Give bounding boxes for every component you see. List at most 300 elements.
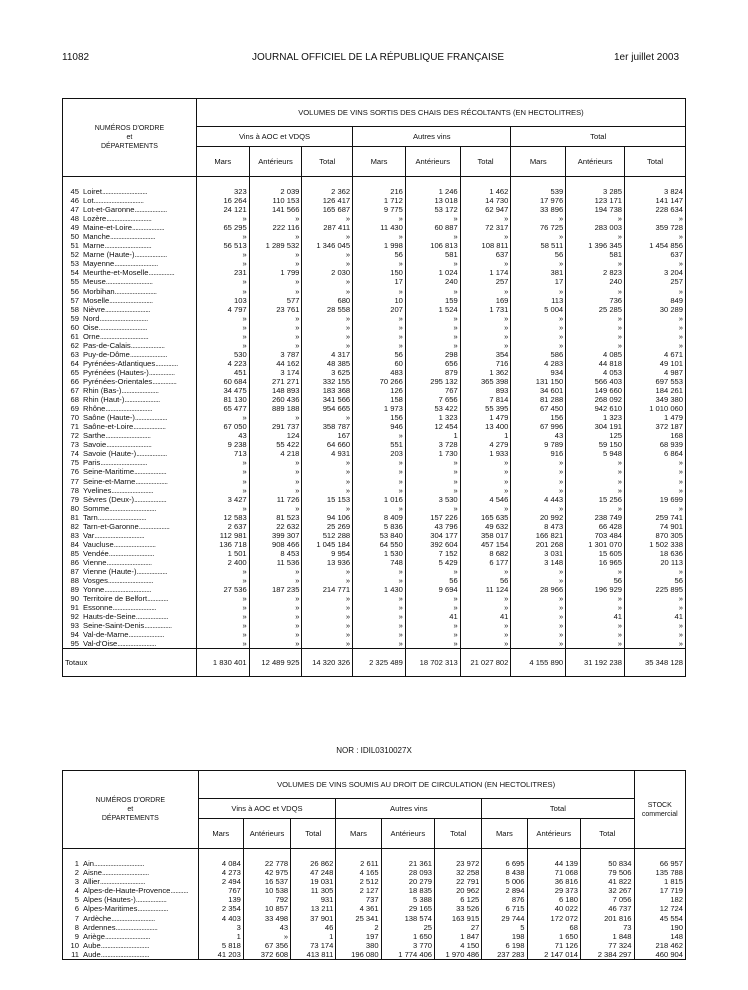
leader-dots: ............................. — [109, 503, 156, 513]
value-cell: » — [302, 259, 353, 268]
value-cell: 37 901 — [291, 914, 336, 923]
value-cell: 1 712 — [353, 196, 406, 205]
value-cell: 257 — [460, 277, 511, 286]
department-cell — [63, 630, 197, 639]
value-cell: 1 454 856 — [625, 241, 686, 250]
value-cell: 73 174 — [291, 941, 336, 950]
leader-dots: .............................. — [97, 512, 147, 522]
department-cell — [63, 513, 197, 522]
value-cell: » — [460, 259, 511, 268]
department-cell — [63, 868, 199, 877]
value-cell: 168 — [625, 431, 686, 440]
department-number: 51 — [70, 241, 79, 251]
value-cell: 22 632 — [249, 522, 302, 531]
value-cell: 372 608 — [243, 950, 290, 960]
leader-dots: .................... — [134, 250, 167, 260]
value-cell: » — [196, 603, 249, 612]
value-cell: » — [405, 486, 460, 495]
department-cell — [63, 277, 197, 286]
department-cell — [63, 877, 199, 886]
department-cell — [63, 422, 197, 431]
leader-dots: ................. — [144, 621, 172, 631]
value-cell: » — [302, 567, 353, 576]
value-cell: » — [405, 314, 460, 323]
value-cell: 298 — [405, 350, 460, 359]
department-cell — [63, 431, 197, 440]
table-row — [63, 449, 686, 458]
value-cell: 1 430 — [353, 585, 406, 594]
leader-dots: .......................... — [114, 286, 157, 296]
value-cell: 7 152 — [405, 549, 460, 558]
value-cell: » — [460, 504, 511, 513]
value-cell: » — [566, 594, 625, 603]
table-row — [63, 458, 686, 467]
totals-label: Totaux — [63, 649, 197, 677]
table-row — [63, 241, 686, 250]
value-cell: 149 660 — [566, 386, 625, 395]
value-cell: 2 384 297 — [580, 950, 634, 960]
table-row — [63, 585, 686, 594]
department-cell — [63, 540, 197, 549]
value-cell: 7 814 — [460, 395, 511, 404]
value-cell: 103 — [196, 296, 249, 305]
value-cell: 5 006 — [482, 877, 527, 886]
department-cell — [63, 849, 199, 869]
department-name: Loiret — [83, 187, 102, 196]
total-value: 2 325 489 — [353, 649, 406, 677]
value-cell: 1 174 — [460, 268, 511, 277]
value-cell: 2 362 — [302, 177, 353, 197]
value-cell: 5 — [482, 923, 527, 932]
value-cell: » — [249, 467, 302, 476]
leader-dots: ................... — [136, 449, 167, 459]
value-cell: » — [353, 323, 406, 332]
total-value: 1 830 401 — [196, 649, 249, 677]
value-cell: 23 972 — [435, 849, 482, 869]
value-cell: 14 730 — [460, 196, 511, 205]
value-cell: 81 523 — [249, 513, 302, 522]
value-cell: 9 775 — [353, 205, 406, 214]
department-cell — [63, 350, 197, 359]
leader-dots: .............................. — [100, 940, 150, 950]
table-row — [63, 477, 686, 486]
value-cell: » — [196, 314, 249, 323]
table-row — [63, 621, 686, 630]
leader-dots: .................... — [134, 205, 167, 215]
department-cell — [63, 395, 197, 404]
value-cell: 8 438 — [482, 868, 527, 877]
department-number: 52 — [70, 250, 79, 260]
department-number: 6 — [74, 904, 79, 914]
value-cell: 113 — [511, 296, 566, 305]
value-cell: 64 660 — [302, 440, 353, 449]
department-name: Yvelines — [83, 485, 112, 495]
value-cell: 2 127 — [336, 886, 381, 895]
department-number: 8 — [74, 922, 79, 932]
column-header: Total — [580, 819, 634, 849]
department-name: Yonne — [83, 585, 105, 595]
value-cell: 34 475 — [196, 386, 249, 395]
value-cell: » — [405, 467, 460, 476]
value-cell: » — [302, 603, 353, 612]
department-number: 87 — [70, 566, 79, 576]
value-cell: 260 436 — [249, 395, 302, 404]
leader-dots: ............................. — [102, 868, 149, 878]
value-cell: » — [249, 341, 302, 350]
value-cell: 231 — [196, 268, 249, 277]
value-cell: 3 770 — [381, 941, 434, 950]
table-row — [63, 332, 686, 341]
table-row — [63, 941, 686, 950]
table-row — [63, 549, 686, 558]
value-cell: 108 811 — [460, 241, 511, 250]
value-cell: 26 862 — [291, 849, 336, 869]
department-name: Tarn — [83, 512, 98, 522]
value-cell: 586 — [511, 350, 566, 359]
table-row — [63, 639, 686, 649]
leader-dots: ............................... — [93, 859, 144, 868]
department-name: Lot — [83, 196, 94, 206]
value-cell: 190 — [634, 923, 685, 932]
value-cell: 8 473 — [511, 522, 566, 531]
department-name: Saône (Haute-) — [83, 413, 135, 423]
department-number: 81 — [70, 512, 79, 522]
department-name: Somme — [83, 503, 110, 513]
row-header: NUMÉROS D'ORDRE et DÉPARTEMENTS — [63, 771, 199, 849]
value-cell: 25 — [381, 923, 434, 932]
department-name: Aube — [83, 940, 101, 950]
stock-header: STOCK commercial — [634, 771, 685, 849]
value-cell: 126 — [353, 386, 406, 395]
value-cell: 201 268 — [511, 540, 566, 549]
value-cell: » — [625, 621, 686, 630]
value-cell: 44 818 — [566, 359, 625, 368]
value-cell: 539 — [511, 177, 566, 197]
value-cell: 29 744 — [482, 914, 527, 923]
value-cell: 637 — [460, 250, 511, 259]
value-cell: 916 — [511, 449, 566, 458]
value-cell: » — [566, 341, 625, 350]
value-cell: » — [460, 467, 511, 476]
value-cell: 182 — [634, 895, 685, 904]
value-cell: » — [566, 504, 625, 513]
value-cell: » — [460, 314, 511, 323]
value-cell: » — [625, 287, 686, 296]
group-header: Autres vins — [336, 799, 482, 819]
value-cell: 44 162 — [249, 359, 302, 368]
value-cell: 2 823 — [566, 268, 625, 277]
department-name: Savoie — [83, 440, 107, 450]
value-cell: » — [353, 314, 406, 323]
value-cell: » — [353, 576, 406, 585]
value-cell: » — [249, 504, 302, 513]
table-row — [63, 323, 686, 332]
value-cell: 4 283 — [511, 359, 566, 368]
value-cell: 893 — [460, 386, 511, 395]
department-name: Paris — [83, 458, 101, 468]
value-cell: » — [353, 594, 406, 603]
value-cell: 56 — [566, 576, 625, 585]
department-name: Pyrénées-Atlantiques — [83, 358, 156, 368]
value-cell: 216 — [353, 177, 406, 197]
department-cell — [63, 359, 197, 368]
value-cell: » — [511, 621, 566, 630]
value-cell: 20 962 — [435, 886, 482, 895]
value-cell: » — [249, 486, 302, 495]
column-header: Antérieurs — [381, 819, 434, 849]
value-cell: 380 — [336, 941, 381, 950]
value-cell: 74 901 — [625, 522, 686, 531]
value-cell: 5 388 — [381, 895, 434, 904]
department-name: Aude — [83, 949, 101, 959]
department-cell — [63, 932, 199, 941]
department-name: Marne — [83, 241, 105, 251]
department-cell — [63, 467, 197, 476]
value-cell: 43 — [196, 431, 249, 440]
value-cell: 19 699 — [625, 495, 686, 504]
value-cell: 2 611 — [336, 849, 381, 869]
value-cell: 150 — [353, 268, 406, 277]
value-cell: » — [511, 458, 566, 467]
value-cell: 21 361 — [381, 849, 434, 869]
value-cell: 3 285 — [566, 177, 625, 197]
department-number: 11 — [71, 949, 79, 959]
leader-dots: ........................... — [112, 603, 157, 613]
value-cell: » — [302, 287, 353, 296]
value-cell: 43 — [243, 923, 290, 932]
value-cell: 4 931 — [302, 449, 353, 458]
value-cell: 11 430 — [353, 223, 406, 232]
value-cell: 295 132 — [405, 377, 460, 386]
value-cell: 581 — [405, 250, 460, 259]
value-cell: » — [249, 232, 302, 241]
value-cell: » — [196, 323, 249, 332]
value-cell: » — [511, 504, 566, 513]
value-cell: 870 305 — [625, 531, 686, 540]
department-number: 70 — [70, 413, 79, 423]
leader-dots: ................ — [148, 268, 175, 278]
leader-dots: ........................... — [114, 259, 158, 269]
table-row — [63, 404, 686, 413]
value-cell: » — [302, 341, 353, 350]
value-cell: 876 — [482, 895, 527, 904]
department-number: 90 — [70, 594, 79, 604]
department-cell — [63, 377, 197, 386]
department-cell — [63, 585, 197, 594]
value-cell: 60 684 — [196, 377, 249, 386]
value-cell: 56 513 — [196, 241, 249, 250]
value-cell: » — [460, 639, 511, 649]
value-cell: 12 454 — [405, 422, 460, 431]
value-cell: 1 502 338 — [625, 540, 686, 549]
value-cell: 158 — [353, 395, 406, 404]
value-cell: » — [405, 621, 460, 630]
department-cell — [63, 603, 197, 612]
value-cell: 67 996 — [511, 422, 566, 431]
department-cell — [63, 522, 197, 531]
value-cell: » — [353, 232, 406, 241]
value-cell: 512 288 — [302, 531, 353, 540]
department-number: 60 — [70, 322, 79, 332]
value-cell: 44 139 — [527, 849, 580, 869]
column-header: Mars — [511, 147, 566, 177]
value-cell: 22 791 — [435, 877, 482, 886]
group-header: Total — [482, 799, 634, 819]
value-cell: » — [625, 458, 686, 467]
department-name: Sarthe — [83, 431, 106, 441]
value-cell: 2 512 — [336, 877, 381, 886]
department-cell — [63, 621, 197, 630]
department-cell — [63, 558, 197, 567]
total-value: 31 192 238 — [566, 649, 625, 677]
department-name: Lozère — [83, 214, 107, 224]
department-name: Val-d'Oise — [83, 639, 118, 649]
table-row — [63, 359, 686, 368]
value-cell: 13 211 — [291, 904, 336, 913]
value-cell: » — [405, 477, 460, 486]
department-name: Sèvres (Deux-) — [83, 494, 135, 504]
department-name: Pas-de-Calais — [83, 340, 131, 350]
value-cell: » — [353, 287, 406, 296]
value-cell: 551 — [353, 440, 406, 449]
leader-dots: ................... — [136, 566, 168, 576]
value-cell: 218 462 — [634, 941, 685, 950]
value-cell: » — [625, 332, 686, 341]
value-cell: 240 — [405, 277, 460, 286]
value-cell: 10 538 — [243, 886, 290, 895]
department-number: 76 — [70, 467, 79, 477]
value-cell: » — [249, 323, 302, 332]
value-cell: 126 417 — [302, 196, 353, 205]
value-cell: 359 728 — [625, 223, 686, 232]
value-cell: 1 847 — [435, 932, 482, 941]
leader-dots: ............. — [147, 594, 169, 604]
value-cell: 12 724 — [634, 904, 685, 913]
leader-dots: ............................ — [110, 232, 156, 242]
department-cell — [63, 241, 197, 250]
value-cell: 56 — [460, 576, 511, 585]
table-row — [63, 177, 686, 197]
value-cell: » — [302, 477, 353, 486]
department-cell — [63, 440, 197, 449]
value-cell: » — [249, 259, 302, 268]
value-cell: 23 761 — [249, 305, 302, 314]
value-cell: 849 — [625, 296, 686, 305]
department-name: Meurthe-et-Moselle — [83, 268, 149, 278]
value-cell: » — [353, 467, 406, 476]
table-row — [63, 603, 686, 612]
value-cell: » — [302, 332, 353, 341]
page-header — [0, 52, 748, 66]
value-cell: 4 671 — [625, 350, 686, 359]
value-cell: 11 124 — [460, 585, 511, 594]
department-name: Puy-de-Dôme — [83, 349, 130, 359]
value-cell: 55 395 — [460, 404, 511, 413]
column-header: Total — [302, 147, 353, 177]
value-cell: » — [625, 323, 686, 332]
value-cell: 203 — [353, 449, 406, 458]
value-cell: 60 887 — [405, 223, 460, 232]
department-number: 57 — [70, 295, 79, 305]
value-cell: 214 771 — [302, 585, 353, 594]
value-cell: 7 656 — [405, 395, 460, 404]
value-cell: » — [249, 214, 302, 223]
table-row — [63, 196, 686, 205]
value-cell: 2 039 — [249, 177, 302, 197]
value-cell: 1 323 — [566, 413, 625, 422]
value-cell: 68 — [527, 923, 580, 932]
department-cell — [63, 268, 197, 277]
department-number: 45 — [70, 187, 79, 196]
leader-dots: .................... — [134, 494, 167, 504]
value-cell: 66 957 — [634, 849, 685, 869]
value-cell: 36 816 — [527, 877, 580, 886]
value-cell: 304 177 — [405, 531, 460, 540]
leader-dots: ....................... — [121, 386, 159, 396]
value-cell: 81 130 — [196, 395, 249, 404]
value-cell: 1 289 532 — [249, 241, 302, 250]
table-row — [63, 868, 686, 877]
value-cell: » — [625, 232, 686, 241]
department-number: 84 — [70, 539, 79, 549]
value-cell: 94 106 — [302, 513, 353, 522]
department-name: Territoire de Belfort — [83, 594, 148, 604]
value-cell: 18 636 — [625, 549, 686, 558]
value-cell: 4 273 — [198, 868, 243, 877]
department-cell — [63, 305, 197, 314]
value-cell: 135 788 — [634, 868, 685, 877]
table-row — [63, 594, 686, 603]
value-cell: 6 177 — [460, 558, 511, 567]
table-row — [63, 205, 686, 214]
value-cell: 656 — [405, 359, 460, 368]
value-cell: 4 403 — [198, 914, 243, 923]
table-row — [63, 849, 686, 869]
value-cell: 112 981 — [196, 531, 249, 540]
value-cell: » — [196, 486, 249, 495]
value-cell: » — [405, 458, 460, 467]
value-cell: 381 — [511, 268, 566, 277]
page-number: 11082 — [62, 52, 90, 63]
value-cell: » — [460, 232, 511, 241]
value-cell: 287 411 — [302, 223, 353, 232]
value-cell: 3 — [198, 923, 243, 932]
value-cell: 19 031 — [291, 877, 336, 886]
value-cell: » — [196, 594, 249, 603]
department-number: 69 — [70, 404, 79, 414]
value-cell: 1 933 — [460, 449, 511, 458]
value-cell: 62 947 — [460, 205, 511, 214]
department-number: 4 — [74, 886, 79, 896]
value-cell: 365 398 — [460, 377, 511, 386]
value-cell: » — [511, 287, 566, 296]
value-cell: 106 813 — [405, 241, 460, 250]
value-cell: 71 068 — [527, 868, 580, 877]
value-cell: 156 — [353, 413, 406, 422]
value-cell: 25 341 — [336, 914, 381, 923]
value-cell: » — [196, 232, 249, 241]
leader-dots: ............................ — [104, 931, 151, 941]
value-cell: » — [511, 576, 566, 585]
value-cell: » — [353, 630, 406, 639]
department-number: 82 — [70, 521, 79, 531]
value-cell: 41 822 — [580, 877, 634, 886]
value-cell: 81 288 — [511, 395, 566, 404]
value-cell: 27 — [435, 923, 482, 932]
value-cell: » — [460, 323, 511, 332]
value-cell: » — [460, 603, 511, 612]
table-row — [63, 268, 686, 277]
